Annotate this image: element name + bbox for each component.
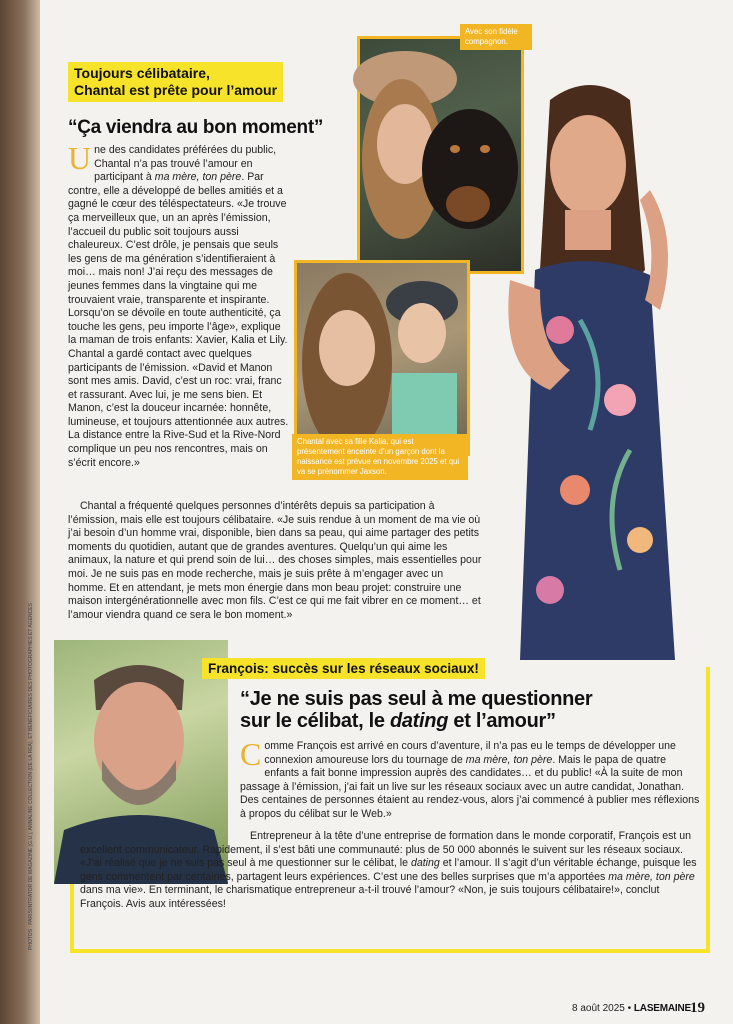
magazine-brand: LASEMAINE	[633, 1003, 691, 1014]
article2-headline-dating: dating	[389, 710, 449, 732]
article2-body-top	[240, 736, 700, 820]
article2-para1-show-title: ma mère, ton père	[465, 753, 553, 766]
article2-para2-c: dans ma vie». En terminant, le charismatique entrepreneur a-t-il trouvé l’amour? «Non, je suis toujours célibataire!», conclut François. Avis aux intéressées!	[80, 884, 660, 910]
article1-para1-show-title: ma mère, ton père	[154, 171, 242, 184]
article2-dropcap: C	[240, 736, 262, 772]
daughter-selfie-photo	[297, 263, 467, 453]
article1-paragraph1	[68, 140, 290, 470]
issue-date: 8 août 2025 •	[572, 1003, 632, 1014]
article1-kicker-line1: Toujours célibataire,	[74, 65, 210, 81]
article2-headline-line1: “Je ne suis pas seul à me questionner	[240, 688, 593, 710]
article1-paragraph2: Chantal a fréquenté quelques personnes d’intérêts depuis sa participation à l’émission, mais elle est toujours célibataire. «Je suis rendue à un moment de ma vie où j’ai besoin d’un homme vrai, disponible, bien dans sa peau, qui aime partager des petits moments du quotidien, autant que de grandes aventures. Quelqu’un qui aime les animaux, la nature et qui prend soin de lui… des choses simples, mais essentielles pour moi. Je ne suis pas en mode recherche, mais je suis prête à m’engager avec un homme. Et en attendant, je mets mon énergie dans mon beau projet: construire une maison intergénérationnelle avec mon fils. C’est ce qui me fait vibrer en ce moment… et l’amour viendra quand ce sera le bon moment.»	[68, 500, 482, 621]
article2-para2-b: et l’amour. Il s’agit d’un véritable échange, puisque les gens commentent par centaines, partagent leurs expériences. C’est une des belles surprises que m’a apportées	[80, 857, 697, 883]
daughter-selfie-illustration	[297, 263, 467, 453]
article2-para1-a: omme François est arrivé en cours d’aventure, il n’a pas eu le temps de développer une connexion amoureuse lors du tournage de	[264, 740, 676, 766]
article2-para2-dating: dating	[410, 857, 440, 870]
page-footer	[572, 1003, 691, 1014]
article2-headline-part-b: et l’amour”	[448, 710, 556, 732]
article2-headline-line2	[240, 710, 592, 732]
article2-kicker: François: succès sur les réseaux sociaux!	[202, 658, 485, 679]
dog-photo-caption: Avec son fidèle compagnon.	[460, 24, 532, 50]
article2-paragraph2	[80, 830, 700, 912]
article1-headline: “Ça viendra au bon moment”	[68, 117, 324, 138]
article2-paragraph1	[240, 736, 700, 822]
article2-para2-show-title: ma mère, ton père	[608, 870, 695, 883]
article1-kicker-line2: Chantal est prête pour l’amour	[74, 82, 278, 98]
chantal-portrait-photo	[480, 70, 700, 670]
article2-headline-part-a: sur le célibat, le	[240, 710, 390, 732]
article1-para1-a: ne des candidates préférées du public, Chantal n’a pas trouvé l’amour en participant à	[94, 144, 277, 184]
article1-kicker	[68, 62, 283, 102]
article2-para2-a: Entrepreneur à la tête d’une entreprise de formation dans le monde corporatif, François est un excellent communicateur. Rapidement, il s’est bâti une communauté: plus de 50 000 abonnés le suivent sur les réseaux sociaux. «J’ai réalisé que je ne suis pas seul à me questionner sur le célibat, le	[80, 830, 692, 870]
page-number: 19	[690, 1000, 705, 1016]
article2-headline	[240, 688, 592, 732]
photo-credits: PHOTOS : PARIS/INTRATOR DE MAGAZINE (G.U.), ANNALINE COLLECTION (DE LA RÉA), ET BÉNÉFICIAIRES DES PHOTOGRAPHIES ET AGENCES	[28, 603, 34, 950]
article1-body-continued	[68, 500, 483, 630]
article1-dropcap: U	[68, 140, 92, 176]
daughter-photo-caption: Chantal avec sa fille Kalia, qui est présentement enceinte d’un garçon dont la naissance est prévue en novembre 2025 et qui va se prénommer Jaxson.	[292, 434, 468, 480]
article1-body	[68, 140, 290, 494]
article2-para1-b: . Mais le papa de quatre enfants a fait bonne impression auprès des candidates… et du public! «À la suite de mon passage à l’émission, j’ai fait un live sur les réseaux sociaux avec un autre candidat, Jonathan. Des centaines de personnes étaient au rendez-vous, alors j’ai commencé à publier mes réflexions à propos du célibat sur le Web.»	[240, 753, 700, 820]
article2-body-bottom	[80, 830, 700, 942]
chantal-portrait-illustration	[480, 70, 700, 670]
article1-para1-b: . Par contre, elle a développé de belles amitiés et a gagné le cœur des téléspectateurs. «Je trouve ça merveilleux que, un an après l’émission, l’accueil du public soit toujours aussi chaleureux. C’est drôle, je pensais que seuls les gens de ma génération s’identifieraient à moi… mais non! J’ai reçu des messages de jeunes femmes dans la vingtaine qui me trouvaient vraie, transparente et inspirante. Lorsqu’on se dévoile en toute authenticité, ça touche les gens, peu importe l’âge», explique la maman de trois enfants: Xavier, Kalia et Lily. Chantal a gardé contact avec quelques participants de l’émission. «David et Manon sont mes amis. David, c’est un roc: vrai, franc et rassurant. Avec lui, je me sens bien. Et Manon, c’est la douceur incarnée: honnête, lumineuse, et toujours attentionnée aux autres. La distance entre la Rive-Sud et la Rive-Nord complique un peu nos rencontres, mais on s’écrit encore.»	[68, 171, 289, 469]
